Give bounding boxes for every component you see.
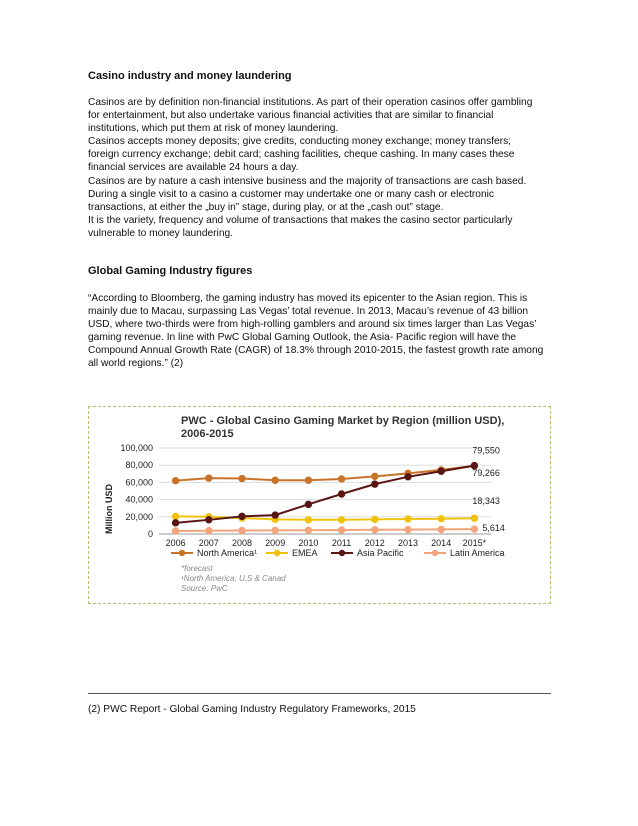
data-label: 5,614 (482, 523, 505, 534)
data-point (172, 520, 178, 526)
x-tick-label: 2007 (198, 538, 219, 548)
data-label: 79,266 (472, 467, 500, 478)
text-line: all world regions.” (2) (88, 358, 184, 370)
section-heading-gaming-figures: Global Gaming Industry figures (88, 265, 253, 277)
x-tick-label: 2014 (431, 538, 452, 548)
paragraph-gaming-figures (88, 292, 551, 371)
text-line: foreign currency exchange; debit card; cashing facilities, cheque cashing. In many cases these (88, 149, 515, 161)
text-line: vulnerable to money laundering. (88, 227, 233, 239)
x-tick-label: 2013 (397, 538, 419, 548)
data-point (172, 528, 178, 534)
data-point (206, 517, 212, 523)
y-tick-label: 100,000 (120, 443, 153, 453)
data-point (405, 474, 411, 480)
text-line: During a single visit to a casino a customer may undertake one or many cash or electronic (88, 188, 494, 200)
legend-swatch-marker (274, 550, 280, 556)
text-line: mainly due to Macau, surpassing Las Vegas’ total revenue. In 2013, Macau’s revenue of 43 billion (88, 306, 529, 318)
data-point (338, 527, 344, 533)
data-label: 18,343 (472, 496, 500, 507)
data-point (239, 513, 245, 519)
series-line-3 (176, 529, 475, 531)
data-point (372, 481, 378, 487)
note-source: Source: PwC (181, 584, 228, 593)
data-point (172, 513, 178, 519)
section-heading-money-laundering: Casino industry and money laundering (88, 70, 292, 82)
data-point (272, 512, 278, 518)
text-line: transactions, at either the „buy in” stage, during play, or at the „cash out” stage. (88, 201, 444, 213)
data-point (239, 475, 245, 481)
text-line: financial services are available 24 hours a day. (88, 162, 299, 174)
data-point (372, 516, 378, 522)
series-line-2 (176, 466, 475, 523)
paragraph-money-laundering (88, 96, 551, 240)
text-line: gaming revenue. In line with PwC Global Gaming Outlook, the Asia- Pacific region will have the (88, 332, 517, 344)
text-line: Casinos accepts money deposits; give credits, conducting money exchange; money transfers; (88, 136, 512, 148)
legend-label: Latin America (450, 548, 505, 558)
chart-title-line2: 2006-2015 (181, 428, 234, 440)
footnote-separator (88, 693, 551, 694)
data-point (305, 517, 311, 523)
y-tick-label: 80,000 (125, 460, 153, 471)
y-tick-label: 40,000 (125, 494, 153, 505)
y-tick-label: 60,000 (125, 477, 153, 488)
chart-figure (88, 406, 551, 604)
text-line: Casinos are by definition non-financial institutions. As part of their operation casinos offer gambling (88, 97, 533, 108)
data-point (272, 527, 278, 533)
legend-swatch-marker (179, 550, 185, 556)
note-north-america: ¹North America: U.S & Canad (181, 574, 286, 583)
casino-market-chart (89, 407, 550, 603)
data-point (438, 515, 444, 521)
note-forecast: *forecast (181, 564, 213, 573)
legend-label: EMEA (292, 548, 318, 558)
data-point (272, 477, 278, 483)
text-line: Casinos are by nature a cash intensive business and the majority of transactions are cash based. (88, 175, 527, 187)
y-axis-label: Million USD (104, 484, 114, 534)
data-point (471, 526, 477, 532)
text-line: Compound Annual Growth Rate (CAGR) of 18.3% through 2010-2015, the fastest growth rate among (88, 345, 544, 357)
data-point (338, 517, 344, 523)
y-tick-label: 0 (147, 529, 153, 539)
data-point (338, 476, 344, 482)
x-tick-label: 2006 (165, 538, 186, 548)
legend-swatch-marker (432, 550, 438, 556)
data-point (206, 475, 212, 481)
legend-label: Asia Pacific (357, 548, 404, 558)
text-line: “According to Bloomberg, the gaming industry has moved its epicenter to the Asian region. This is (88, 293, 528, 304)
text-line: It is the variety, frequency and volume of transactions that makes the casino sector particularly (88, 214, 513, 226)
x-tick-label: 2015* (462, 538, 487, 548)
legend-swatch-marker (339, 550, 345, 556)
x-tick-label: 2012 (364, 538, 385, 548)
data-point (372, 473, 378, 479)
footnote: (2) PWC Report - Global Gaming Industry Regulatory Frameworks, 2015 (88, 704, 416, 715)
x-tick-label: 2010 (298, 538, 319, 548)
data-point (438, 468, 444, 474)
legend-label: North America¹ (197, 548, 258, 558)
data-label: 79,550 (472, 445, 500, 456)
x-tick-label: 2009 (265, 538, 286, 548)
text-line: for entertainment, but also undertake various financial activities that are similar to financial (88, 110, 494, 122)
chart-title: PWC - Global Casino Gaming Market by Region (million USD), (181, 415, 505, 427)
data-point (305, 477, 311, 483)
data-point (438, 526, 444, 532)
data-point (471, 515, 477, 521)
data-point (305, 501, 311, 507)
data-point (405, 516, 411, 522)
x-tick-label: 2011 (331, 538, 352, 548)
data-point (239, 527, 245, 533)
data-point (305, 527, 311, 533)
y-tick-label: 20,000 (125, 511, 153, 522)
data-point (172, 477, 178, 483)
data-point (206, 528, 212, 534)
data-point (338, 491, 344, 497)
data-point (405, 526, 411, 532)
x-tick-label: 2008 (231, 538, 253, 548)
data-point (372, 527, 378, 533)
text-line: institutions, which put them at risk of money laundering. (88, 123, 339, 135)
text-line: USD, where two-thirds were from high-rolling gamblers and around six times larger than Las Vegas’ (88, 319, 537, 331)
